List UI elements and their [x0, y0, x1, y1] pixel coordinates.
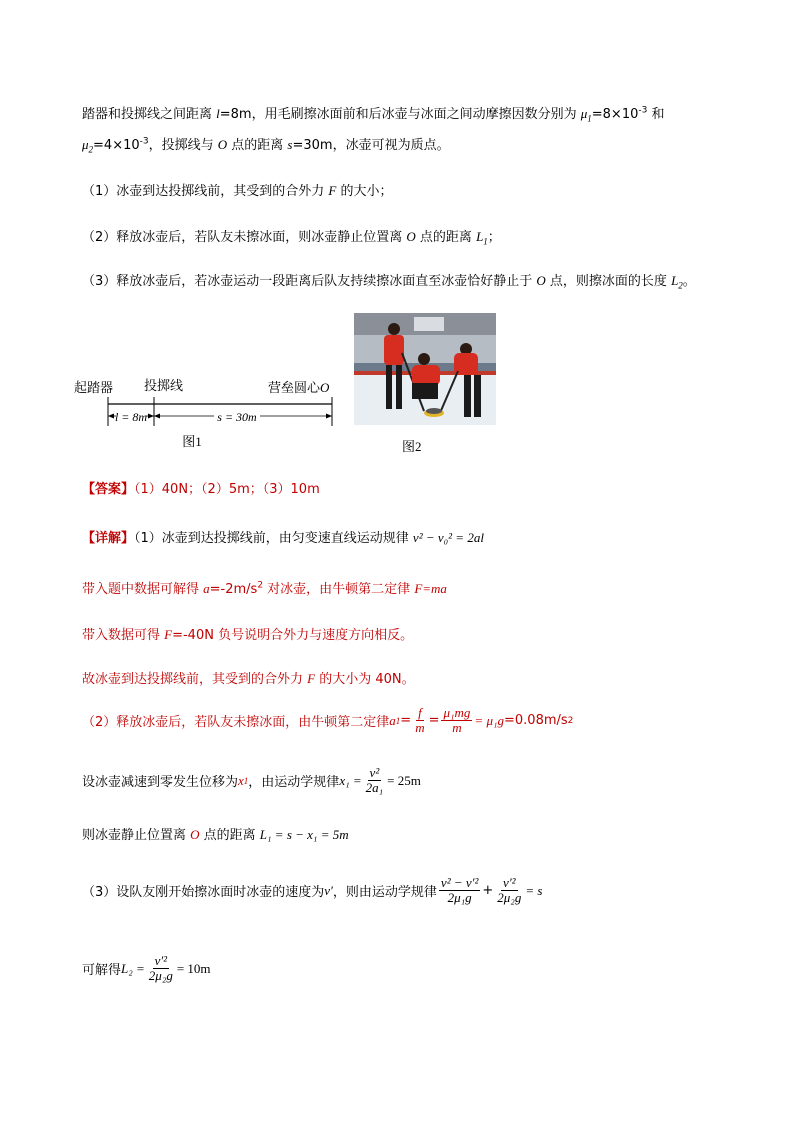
sup: -3 — [638, 105, 648, 116]
figure-1-caption: 图1 — [182, 434, 202, 449]
figure-1-diagram — [70, 370, 350, 460]
fraction-f-over-m: $\frac{f}{m}$ — [415, 705, 425, 735]
throw-label: 投掷线 — [144, 378, 184, 393]
equals: = — [400, 713, 412, 728]
text: 带入题中数据可解得 — [82, 582, 204, 597]
var-O: O — [536, 273, 546, 288]
text: 则冰壶静止位置离 — [82, 828, 191, 843]
answer-line — [82, 478, 320, 497]
fraction-mu-mg-over-m: $\frac{\text{μ₁mg}}{m}$ — [443, 705, 471, 735]
var-F: F — [328, 183, 337, 198]
equation-rhs: = 25m — [387, 772, 421, 788]
equation: = μ₁g — [474, 712, 504, 728]
sub: 2 — [88, 144, 94, 155]
var-mu1: μ — [580, 106, 588, 121]
text: 踏器和投掷线之间距离 — [82, 107, 217, 122]
text: 点的距离 — [415, 230, 477, 245]
text: =8m，用毛刷擦冰面前和后冰壶与冰面之间动摩擦因数分别为 — [219, 107, 581, 122]
detail-line-8 — [82, 876, 542, 905]
var-s: s — [287, 137, 293, 152]
question-3 — [82, 270, 696, 291]
var-F: F — [164, 627, 173, 642]
s-label: s = 30m — [217, 410, 257, 424]
sub: 2 — [678, 280, 683, 291]
var-O: O — [406, 229, 416, 244]
sup: 2 — [567, 715, 574, 726]
center-label: 营垒圆心O — [268, 380, 330, 395]
text: 的大小为 40N。 — [315, 672, 415, 687]
var-L: L — [671, 273, 679, 288]
text: 点的距离 — [227, 138, 288, 153]
detail-line-6 — [82, 766, 421, 795]
sub: 1 — [483, 236, 488, 247]
detail-line-4 — [82, 668, 415, 687]
equals: = — [428, 713, 440, 728]
l-label: l = 8m — [114, 410, 148, 424]
detail-tag: 【详解】 — [82, 531, 135, 546]
figure-2-caption: 图2 — [402, 439, 422, 454]
sup: -3 — [139, 136, 149, 147]
text: ，由运动学规律 — [248, 775, 340, 790]
answer-tag: 【答案】 — [82, 482, 135, 497]
var-a: a — [389, 712, 396, 728]
equation-rhs: = s — [525, 882, 543, 898]
text: =-40N 负号说明合外力与速度方向相反。 — [172, 628, 414, 643]
equation-lhs: x₁ = — [339, 772, 362, 788]
var-x: x — [238, 772, 244, 788]
detail-line-1 — [82, 527, 484, 546]
text: （3）释放冰壶后，若冰壶运动一段距离后队友持续擦冰面直至冰壶恰好静止于 — [82, 274, 537, 289]
text: 的大小； — [336, 184, 393, 199]
text: 点的距离 — [199, 828, 260, 843]
equation-lhs: L₂ = — [121, 960, 145, 976]
text: （1）冰壶到达投掷线前，由匀变速直线运动规律 — [134, 531, 413, 546]
detail-line-7 — [82, 824, 349, 843]
text: 可解得 — [82, 963, 122, 978]
fraction-2: $\frac{\text{v′²}}{\text{2μ₂g}}$ — [497, 875, 522, 905]
equation: F=ma — [414, 581, 447, 596]
text: （1）冰壶到达投掷线前，其受到的合外力 — [82, 184, 329, 199]
text: 。 — [682, 274, 696, 289]
text: =-2m/s — [209, 582, 258, 597]
fraction-1: $\frac{\text{v² − v′²}}{\text{2μ₁g}}$ — [440, 875, 479, 905]
text: 故冰壶到达投掷线前，其受到的合外力 — [82, 672, 308, 687]
fraction-v2-over-2a1: $\frac{\text{v²}}{\text{2a₁}}$ — [365, 765, 384, 795]
text: ，投掷线与 — [148, 138, 218, 153]
answer-text: （1）40N；（2）5m；（3）10m — [134, 482, 320, 497]
equation: v² − v₀² = 2al — [412, 530, 484, 545]
text: ，则由运动学规律 — [332, 885, 437, 900]
text: =8×10 — [591, 107, 639, 122]
text: ； — [487, 230, 501, 245]
detail-line-9 — [82, 954, 211, 983]
var-mu2: μ — [82, 137, 89, 152]
var-O: O — [217, 137, 228, 152]
var-a: a — [203, 581, 210, 596]
text: 点，则擦冰面的长度 — [545, 274, 672, 289]
var-L: L — [476, 229, 484, 244]
detail-line-2 — [82, 578, 447, 597]
equation: L₁ = s − x₁ = 5m — [259, 827, 349, 842]
var-F: F — [307, 671, 316, 686]
value: =0.08m/s — [504, 713, 568, 728]
sub: 1 — [243, 775, 249, 786]
problem-line-2 — [82, 134, 450, 155]
sup: 2 — [257, 580, 264, 591]
text: （2）释放冰壶后，若队友未擦冰面，则冰壶静止位置离 — [82, 230, 407, 245]
start-label: 起踏器 — [74, 380, 114, 395]
question-1 — [82, 180, 393, 199]
var-l: l — [216, 106, 220, 121]
sub: 1 — [587, 113, 592, 124]
question-2 — [82, 226, 501, 247]
text: 设冰壶减速到零发生位移为 — [82, 775, 239, 790]
sub: 1 — [395, 715, 401, 726]
text: （2）释放冰壶后，若队友未擦冰面，由牛顿第二定律 — [82, 715, 390, 730]
text: =4×10 — [93, 138, 140, 153]
text: 对冰壶，由牛顿第二定律 — [263, 582, 415, 597]
detail-line-5 — [82, 706, 573, 735]
detail-line-3 — [82, 624, 413, 643]
fraction-L2: $\frac{\text{v′²}}{\text{2μ₂g}}$ — [148, 953, 173, 983]
plus: + — [482, 883, 494, 898]
var-v-prime: v′ — [324, 882, 333, 898]
text: （3）设队友刚开始擦冰面时冰壶的速度为 — [82, 885, 325, 900]
curling-photo — [354, 313, 496, 425]
problem-line-1 — [82, 103, 665, 124]
text: 带入数据可得 — [82, 628, 165, 643]
text: 和 — [647, 107, 665, 122]
text: =30m，冰壶可视为质点。 — [292, 138, 450, 153]
equation-rhs: = 10m — [176, 960, 211, 976]
var-O: O — [190, 827, 200, 842]
